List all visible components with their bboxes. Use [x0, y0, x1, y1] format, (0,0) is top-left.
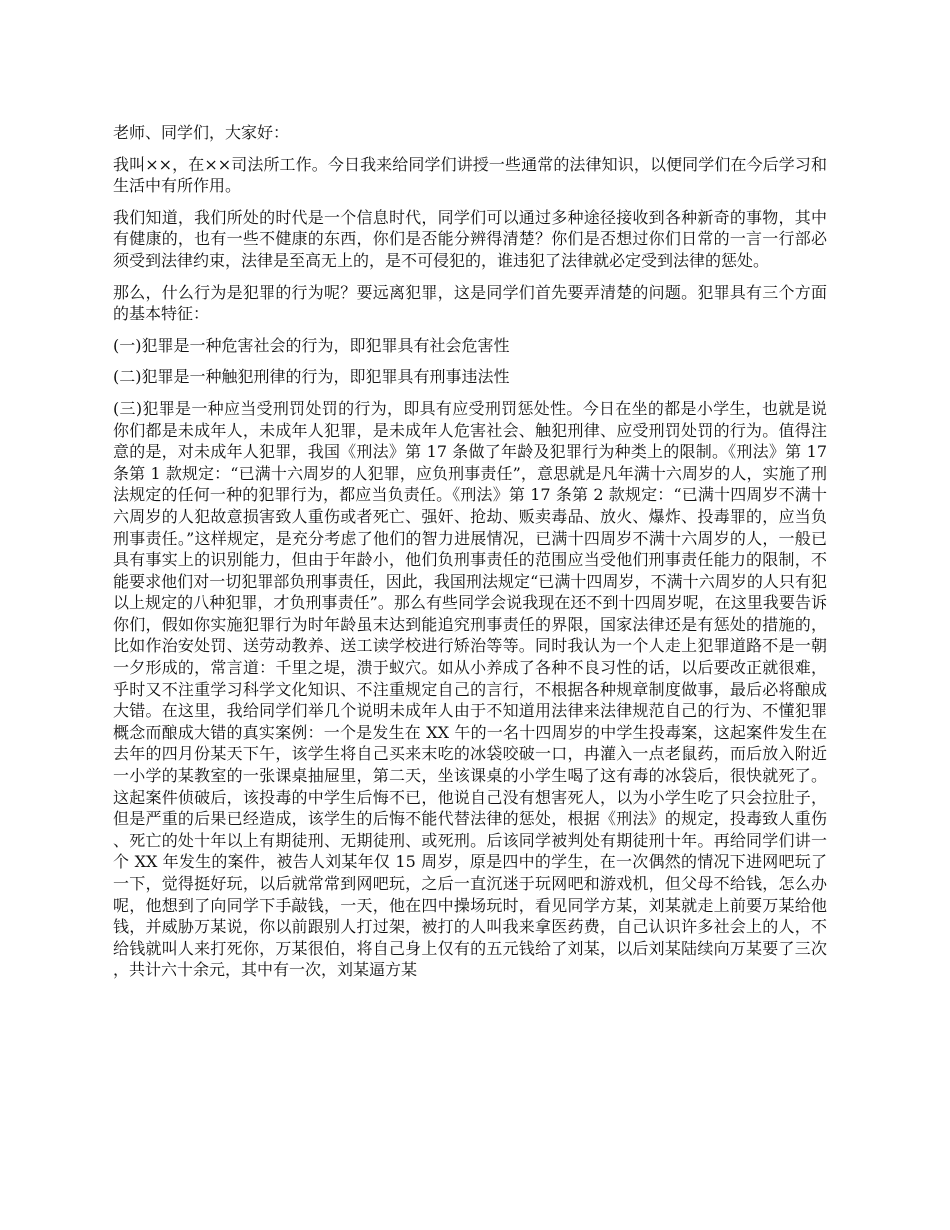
context-paragraph: 我们知道，我们所处的时代是一个信息时代，同学们可以通过多种途径接收到各种新奇的事物，其中有健康的，也有一些不健康的东西，你们是否能分辨得清楚？你们是否想过你们日常的一言一行部必须受到法律约束，法律是至高无上的，是不可侵犯的，谁违犯了法律就必定受到法律的惩处。 — [113, 207, 827, 270]
feature-two-paragraph: (二)犯罪是一种触犯刑律的行为，即犯罪具有刑事违法性 — [113, 367, 510, 387]
feature-three-paragraph: (三)犯罪是一种应当受刑罚处罚的行为，即具有应受刑罚惩处性。今日在坐的都是小学生，也就是说你们都是未成年人，未成年人犯罪，是未成年人危害社会、触犯刑律、应受刑罚处罚的行为。值得注意的是，对未成年人犯罪，我国《刑法》第 17 条做了年龄及犯罪行为种类上的限制。《刑法》第 17 条第 1 款规定：“已满十六周岁的人犯罪，应负刑事责任”，意思就是凡年满十六周岁的人，实施了刑法规定的任何一种的犯罪行为，都应当负责任。《刑法》第 17 条第 2 款规定：“已满十四周岁不满十六周岁的人犯故意损害致人重伤或者死亡、强奸、抢劫、贩卖毒品、放火、爆炸、投毒罪的，应当负刑事责任。”这样规定，是充分考虑了他们的智力进展情况，已满十四周岁不满十六周岁的人，一般已具有事实上的识别能力，但由于年龄小，他们负刑事责任的范围应当受他们刑事责任能力的限制，不能要求他们对一切犯罪部负刑事责任，因此，我国刑法规定“已满十四周岁，不满十六周岁的人只有犯以上规定的八种犯罪，才负刑事责任”。那么有些同学会说我现在还不到十四周岁呢，在这里我要告诉你们，假如你实施犯罪行为时年龄虽末达到能追究刑事责任的界限，国家法律还是有惩处的措施的，比如作治安处罚、送劳动教养、送工读学校进行矫治等等。同时我认为一个人走上犯罪道路不是一朝一夕形成的，常言道：千里之堤，溃于蚁穴。如从小养成了各种不良习性的话，以后要改正就很难，乎时又不注重学习科学文化知识、不注重规定自己的言行，不根据各种规章制度做事，最后必将酿成大错。在这里，我给同学们举几个说明未成年人由于不知道用法律来法律规范自己的行为、不懂犯罪概念而酿成大错的真实案例：一个是发生在 XX 午的一名十四周岁的中学生投毒案，这起案件发生在去年的四月份某天下午，该学生将自己买来末吃的冰袋咬破一口，冉灌入一点老鼠药，而后放入附近一小学的某教室的一张课桌抽屉里，第二天，坐该课桌的小学生喝了这有毒的冰袋后，很快就死了。这起案件侦破后，该投毒的中学生后悔不已，他说自己没有想害死人，以为小学生吃了只会拉肚子，但是严重的后果已经造成，该学生的后悔不能代替法律的惩处，根据《刑法》的规定，投毒致人重伤、死亡的处十年以上有期徒刑、无期徒刑、或死刑。后该同学被判处有期徒刑十年。再给同学们讲一个 XX 年发生的案件，被告人刘某年仅 15 周岁，原是四中的学生，在一次偶然的情况下进网吧玩了一下，觉得挺好玩，以后就常常到网吧玩，之后一直沉迷于玩网吧和游戏机，但父母不给钱，怎么办呢，他想到了向同学下手敲钱，一天，他在四中操场玩时，看见同学方某，刘某就走上前要万某给他钱，并威胁万某说，你以前跟别人打过架，被打的人叫我来拿医药费，自己认识许多社会上的人，不给钱就叫人来打死你，万某很伯，将自己身上仅有的五元钱给了刘某，以后刘某陆续向万某要了三次，共计六十余元，其中有一次，刘某逼方某 — [113, 398, 827, 980]
document-body — [113, 122, 827, 991]
question-paragraph: 那么，什么行为是犯罪的行为呢？要远离犯罪，这是同学们首先要弄清楚的问题。犯罪具有三个方面的基本特征： — [113, 282, 827, 324]
feature-one-paragraph: (一)犯罪是一种危害社会的行为，即犯罪具有社会危害性 — [113, 335, 510, 355]
intro-paragraph: 我叫××，在××司法所工作。今日我来给同学们讲授一些通常的法律知识，以便同学们在今后学习和生活中有所作用。 — [113, 154, 827, 196]
greeting-paragraph: 老师、同学们，大家好： — [113, 123, 290, 142]
